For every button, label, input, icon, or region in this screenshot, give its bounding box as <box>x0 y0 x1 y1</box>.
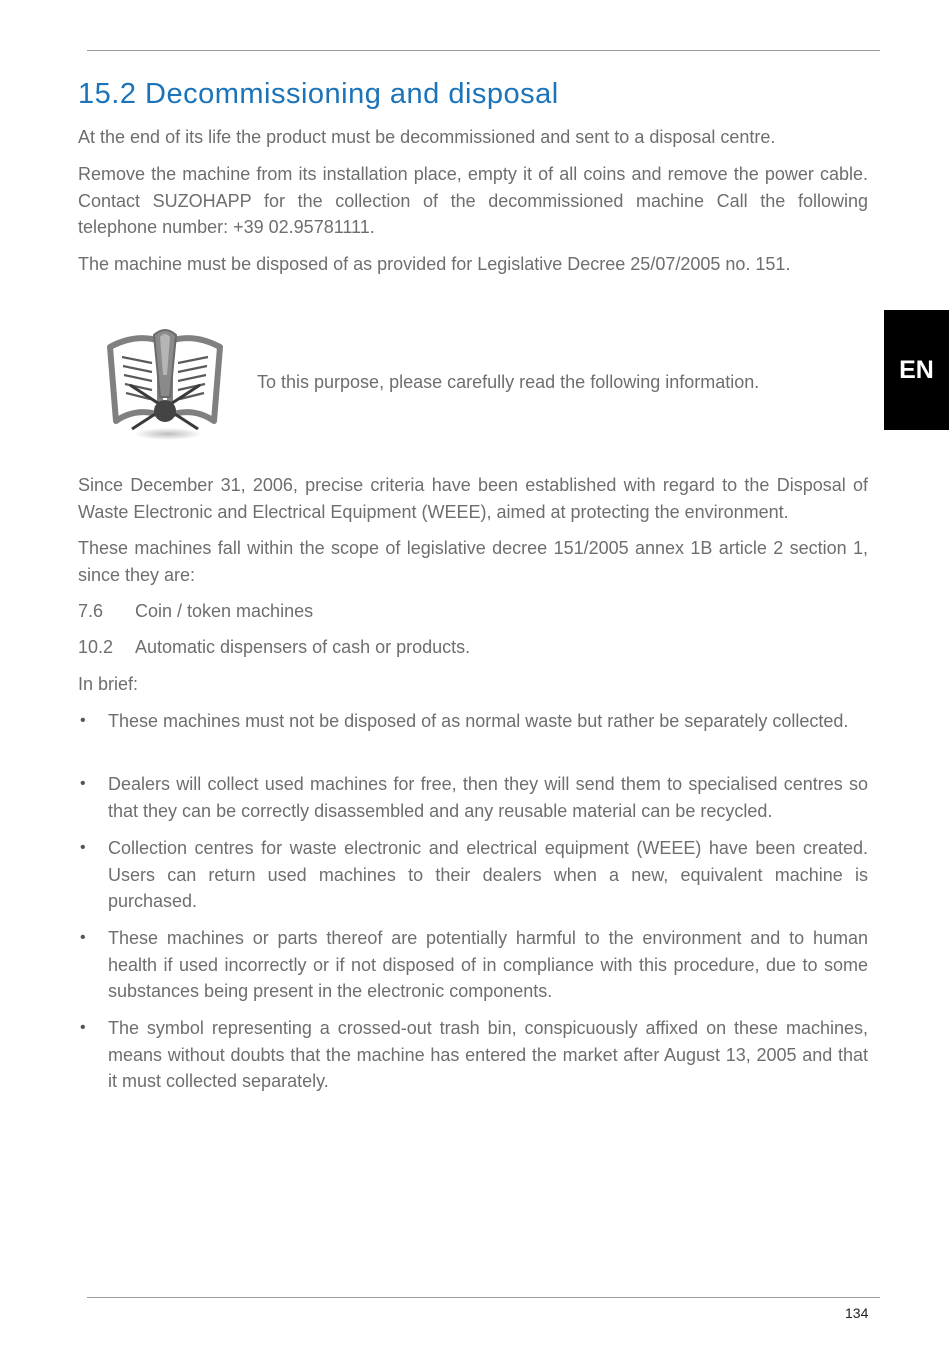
header-rule <box>87 50 880 51</box>
language-label: EN <box>899 355 934 384</box>
bullet-marker: • <box>80 929 86 946</box>
paragraph-weee-criteria: Since December 31, 2006, precise criteria have been established with regard to the Disposal of Waste Electronic and Electrical Equipment (WEEE), aimed at protecting the environment. <box>78 475 868 522</box>
paragraph-legislative-decree: The machine must be disposed of as provided for Legislative Decree 25/07/2005 no. 151. <box>78 254 791 274</box>
list-item <box>78 925 868 1005</box>
category-code: 10.2 <box>78 637 114 657</box>
paragraph-scope: These machines fall within the scope of legislative decree 151/2005 annex 1B article 2 section 1, since they are: <box>78 538 868 585</box>
list-item-text: The symbol representing a crossed-out trash bin, conspicuously affixed on these machines, means without doubts that the machine has entered the market after August 13, 2005 and that it must collected separately. <box>108 1018 868 1091</box>
paragraph-removal-instructions: Remove the machine from its installation place, empty it of all coins and remove the power cable. Contact SUZOHAPP for the collection of the decommissioned machine Call the following telephone number: +39 02.95781111. <box>78 164 868 237</box>
category-row <box>78 598 313 625</box>
bullet-marker: • <box>80 775 86 792</box>
category-label: Automatic dispensers of cash or products. <box>135 637 471 657</box>
bullet-marker: • <box>80 1019 86 1036</box>
list-item-text: These machines or parts thereof are potentially harmful to the environment and to human health if used incorrectly or if not disposed of in compliance with this procedure, due to some substances being present in the electronic components. <box>108 928 868 1001</box>
bullet-marker: • <box>80 712 86 729</box>
notice-text: To this purpose, please carefully read the following information. <box>257 372 760 392</box>
list-item-text: These machines must not be disposed of as normal waste but rather be separately collected. <box>108 711 849 731</box>
paragraph-end-of-life: At the end of its life the product must be decommissioned and sent to a disposal centre. <box>78 127 776 147</box>
category-code: 7.6 <box>78 601 104 621</box>
category-label: Coin / token machines <box>135 601 314 621</box>
footer-rule <box>87 1297 880 1298</box>
list-item <box>78 708 868 735</box>
list-item <box>78 835 868 915</box>
section-title: 15.2 Decommissioning and disposal <box>78 78 559 110</box>
list-item-text: Collection centres for waste electronic and electrical equipment (WEEE) have been created. Users can return used machines to their dealers when a new, equivalent machine is purchased. <box>108 838 868 911</box>
warning-manual-icon <box>102 325 228 443</box>
language-tab <box>884 310 949 430</box>
list-item <box>78 1015 868 1095</box>
list-item-text: Dealers will collect used machines for free, then they will send them to specialised centres so that they can be correctly disassembled and any reusable material can be recycled. <box>108 774 868 821</box>
category-row <box>78 634 470 661</box>
list-item <box>78 771 868 824</box>
in-brief-label: In brief: <box>78 674 139 694</box>
page-number: 134 <box>845 1305 869 1321</box>
bullet-marker: • <box>80 839 86 856</box>
